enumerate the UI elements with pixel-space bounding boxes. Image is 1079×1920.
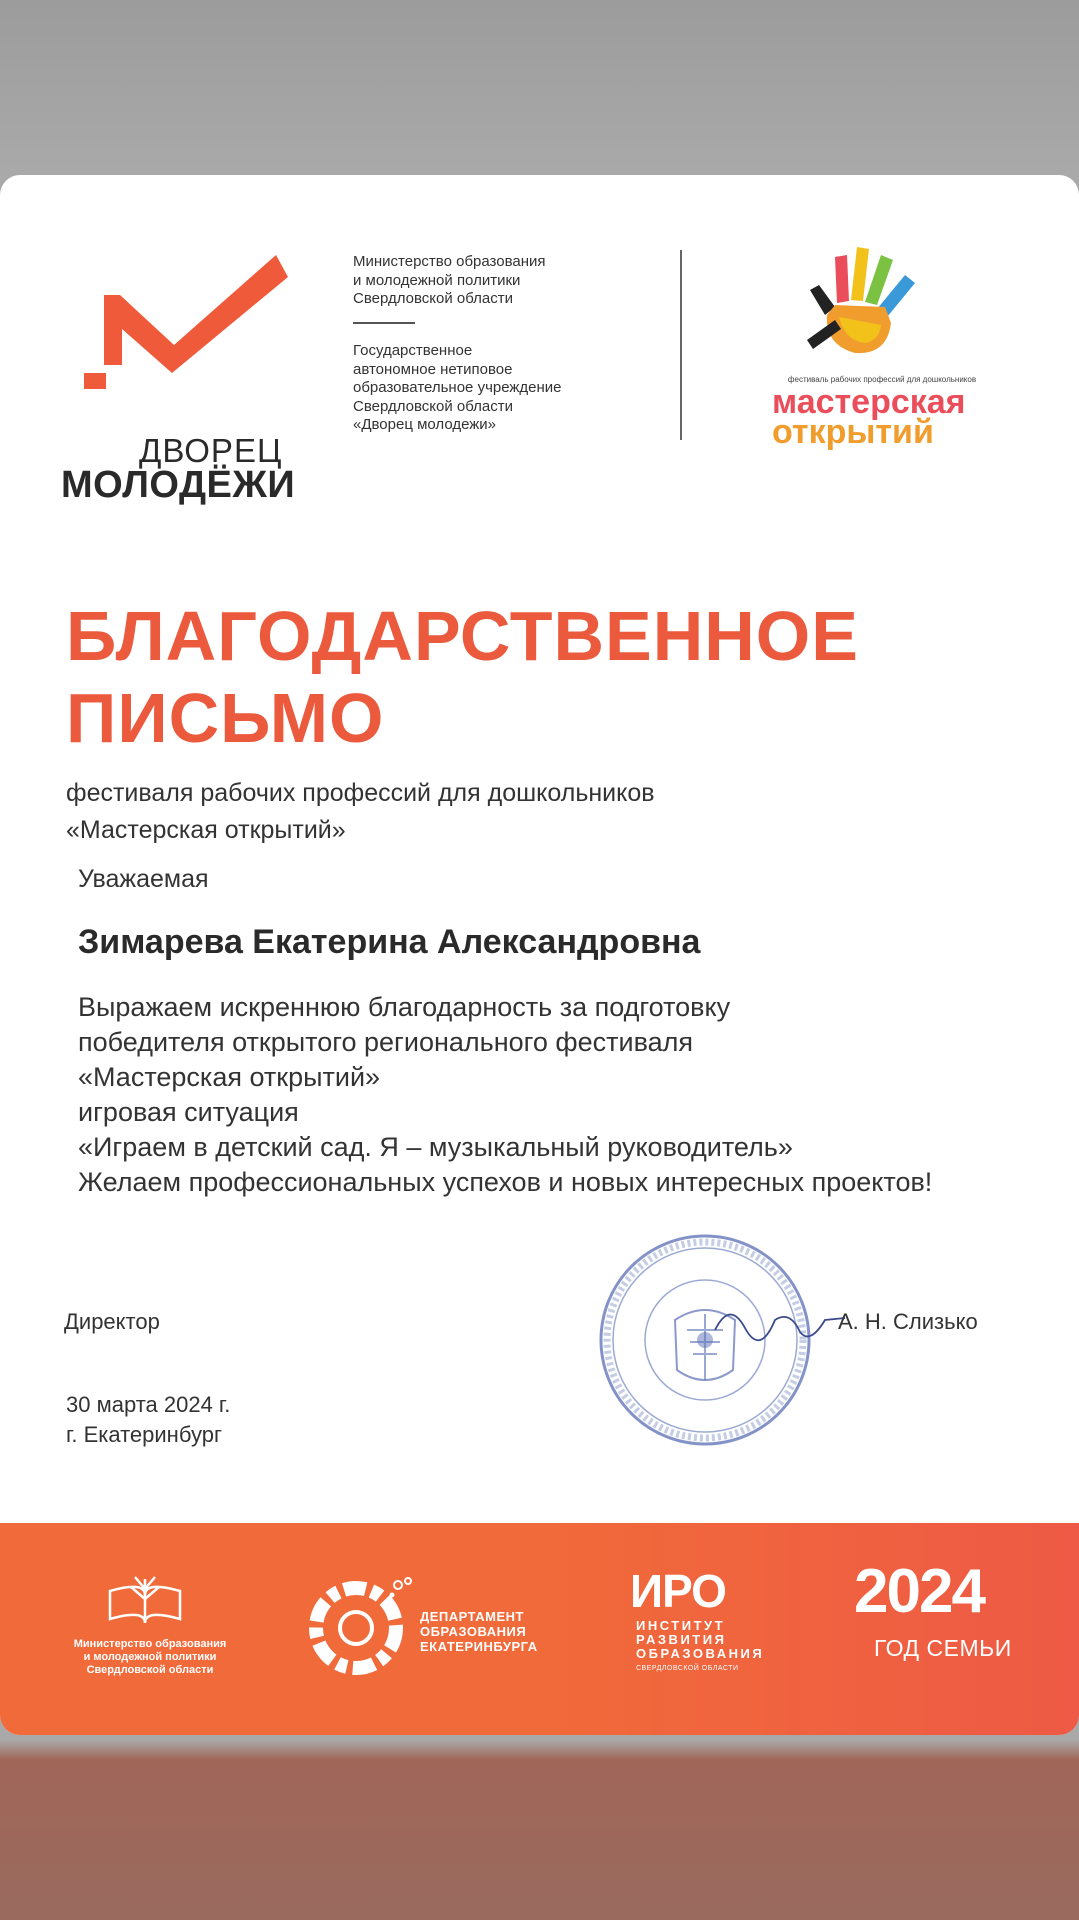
department-emblem-icon <box>306 1573 416 1683</box>
wish-text: Желаем профессиональных успехов и новых интересных проектов! <box>78 1167 933 1197</box>
iro-sub-line: ИНСТИТУТ <box>636 1618 726 1633</box>
date-block <box>66 1390 230 1450</box>
colorful-hand-icon <box>805 245 925 360</box>
iro-sub-line: ОБРАЗОВАНИЯ <box>636 1646 765 1661</box>
footer-ministry-line: Свердловской области <box>86 1664 214 1676</box>
open-book-tree-icon <box>105 1571 185 1626</box>
date-text: 30 марта 2024 г. <box>66 1392 231 1417</box>
org-divider <box>353 322 415 324</box>
footer-department-line: ОБРАЗОВАНИЯ <box>420 1624 527 1639</box>
title-line: ПИСЬМО <box>66 679 385 757</box>
org-line: Свердловской области <box>353 290 514 307</box>
dm-logo-line2: МОЛОДЁЖИ <box>61 464 296 506</box>
header-divider <box>680 250 682 440</box>
org-line: и молодежной политики <box>353 271 521 289</box>
footer-band <box>0 1523 1079 1735</box>
body-line: «Мастерская открытий» <box>78 1062 381 1092</box>
org-block-ministry <box>353 253 546 309</box>
org-line: Свердловской области <box>353 397 514 415</box>
dm-logo-mark-icon <box>76 255 288 395</box>
body-line: Выражаем искреннюю благодарность за подготовку <box>78 992 731 1022</box>
body-line: победителя открытого регионального фестиваля <box>78 1027 694 1057</box>
letter-subtitle <box>66 775 655 849</box>
org-line: Министерство образования <box>353 253 546 270</box>
body-line: игровая ситуация <box>78 1097 299 1127</box>
footer-ministry-line: Министерство образования <box>73 1638 227 1650</box>
city-text: г. Екатеринбург <box>66 1422 222 1447</box>
footer-year-subtitle: ГОД СЕМЬИ <box>874 1635 1012 1661</box>
signatory-title: Директор <box>64 1309 160 1334</box>
signature-icon <box>710 1290 850 1350</box>
subtitle-line: фестиваля рабочих профессий для дошкольников <box>66 779 655 807</box>
footer-year: 2024 <box>854 1557 984 1626</box>
footer-department-line: ДЕПАРТАМЕНТ <box>420 1609 525 1624</box>
greeting: Уважаемая <box>78 865 209 893</box>
footer-department <box>420 1609 538 1654</box>
footer-iro-region: СВЕРДЛОВСКОЙ ОБЛАСТИ <box>636 1665 739 1672</box>
title-line: БЛАГОДАРСТВЕННОЕ <box>66 597 859 675</box>
footer-department-line: ЕКАТЕРИНБУРГА <box>420 1639 538 1654</box>
letter-title <box>66 595 859 759</box>
signatory-name: А. Н. Слизько <box>838 1309 978 1334</box>
recipient-name: Зимарева Екатерина Александровна <box>78 923 701 961</box>
body-line: «Играем в детский сад. Я – музыкальный руководитель» <box>78 1132 793 1162</box>
org-line: «Дворец молодежи» <box>353 416 497 433</box>
org-line: Государственное <box>353 342 473 359</box>
mo-logo-line1: мастерская <box>772 383 966 421</box>
footer-iro-subtitle <box>636 1619 764 1661</box>
dvorets-molodezhi-logo <box>58 255 298 506</box>
org-line: образовательное учреждение <box>353 379 562 396</box>
mo-logo-line2: открытий <box>772 413 934 451</box>
org-block-institution <box>353 342 562 435</box>
mo-logo-small-text: фестиваль рабочих профессий для дошкольников <box>787 375 977 384</box>
dm-logo-line1: ДВОРЕЦ <box>139 432 283 469</box>
org-line: автономное нетиповое <box>353 360 513 378</box>
letter-body <box>78 990 1038 1165</box>
subtitle-line: «Мастерская открытий» <box>66 816 346 844</box>
iro-sub-line: РАЗВИТИЯ <box>636 1632 727 1647</box>
footer-iro-logo: ИРО <box>630 1565 726 1617</box>
footer-ministry <box>60 1638 240 1677</box>
footer-ministry-line: и молодежной политики <box>83 1651 217 1663</box>
letter-page <box>0 175 1079 1735</box>
